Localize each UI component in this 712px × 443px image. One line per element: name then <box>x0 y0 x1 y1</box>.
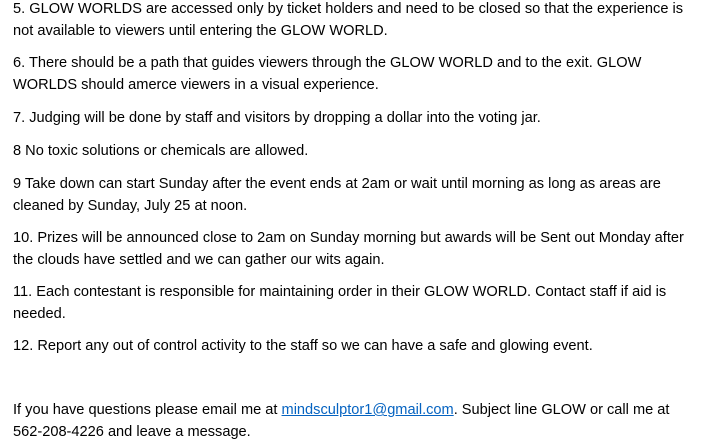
rule-9-line-1: 9 Take down can start Sunday after the event ends at 2am or wait until morning as long as areas are <box>13 176 661 192</box>
contact-prefix: If you have questions please email me at <box>13 402 282 418</box>
rule-7-line-1: 7. Judging will be done by staff and visitors by dropping a dollar into the voting jar. <box>13 110 541 126</box>
rule-9 <box>13 173 661 217</box>
rule-5-line-2: not available to viewers until entering the GLOW WORLD. <box>13 23 388 39</box>
rule-8 <box>13 140 308 162</box>
contact-line-1 <box>13 399 669 421</box>
rule-12 <box>13 335 593 357</box>
rule-12-line-1: 12. Report any out of control activity to the staff so we can have a safe and glowing event. <box>13 338 593 354</box>
rule-9-line-2: cleaned by Sunday, July 25 at noon. <box>13 198 248 214</box>
rule-6-line-2: WORLDS should amerce viewers in a visual experience. <box>13 77 379 93</box>
rule-11 <box>13 281 666 325</box>
rule-6 <box>13 52 641 96</box>
contact-line-2: 562-208-4226 and leave a message. <box>13 424 251 440</box>
email-link[interactable]: mindsculptor1@gmail.com <box>281 402 454 418</box>
rule-5-line-1: 5. GLOW WORLDS are accessed only by ticket holders and need to be closed so that the experience is <box>13 1 684 17</box>
rule-10 <box>13 227 684 271</box>
contact-info <box>13 399 669 443</box>
rule-8-line-1: 8 No toxic solutions or chemicals are allowed. <box>13 143 309 159</box>
rule-11-line-1: 11. Each contestant is responsible for maintaining order in their GLOW WORLD. Contact staff if aid is <box>13 284 667 300</box>
rule-10-line-1: 10. Prizes will be announced close to 2am on Sunday morning but awards will be Sent out Monday after <box>13 230 684 246</box>
rule-6-line-1: 6. There should be a path that guides viewers through the GLOW WORLD and to the exit. GLOW <box>13 55 642 71</box>
rule-7 <box>13 107 541 129</box>
rule-10-line-2: the clouds have settled and we can gather our wits again. <box>13 252 385 268</box>
rule-5 <box>13 0 683 42</box>
contact-suffix: . Subject line GLOW or call me at <box>453 402 670 418</box>
rule-11-line-2: needed. <box>13 306 66 322</box>
